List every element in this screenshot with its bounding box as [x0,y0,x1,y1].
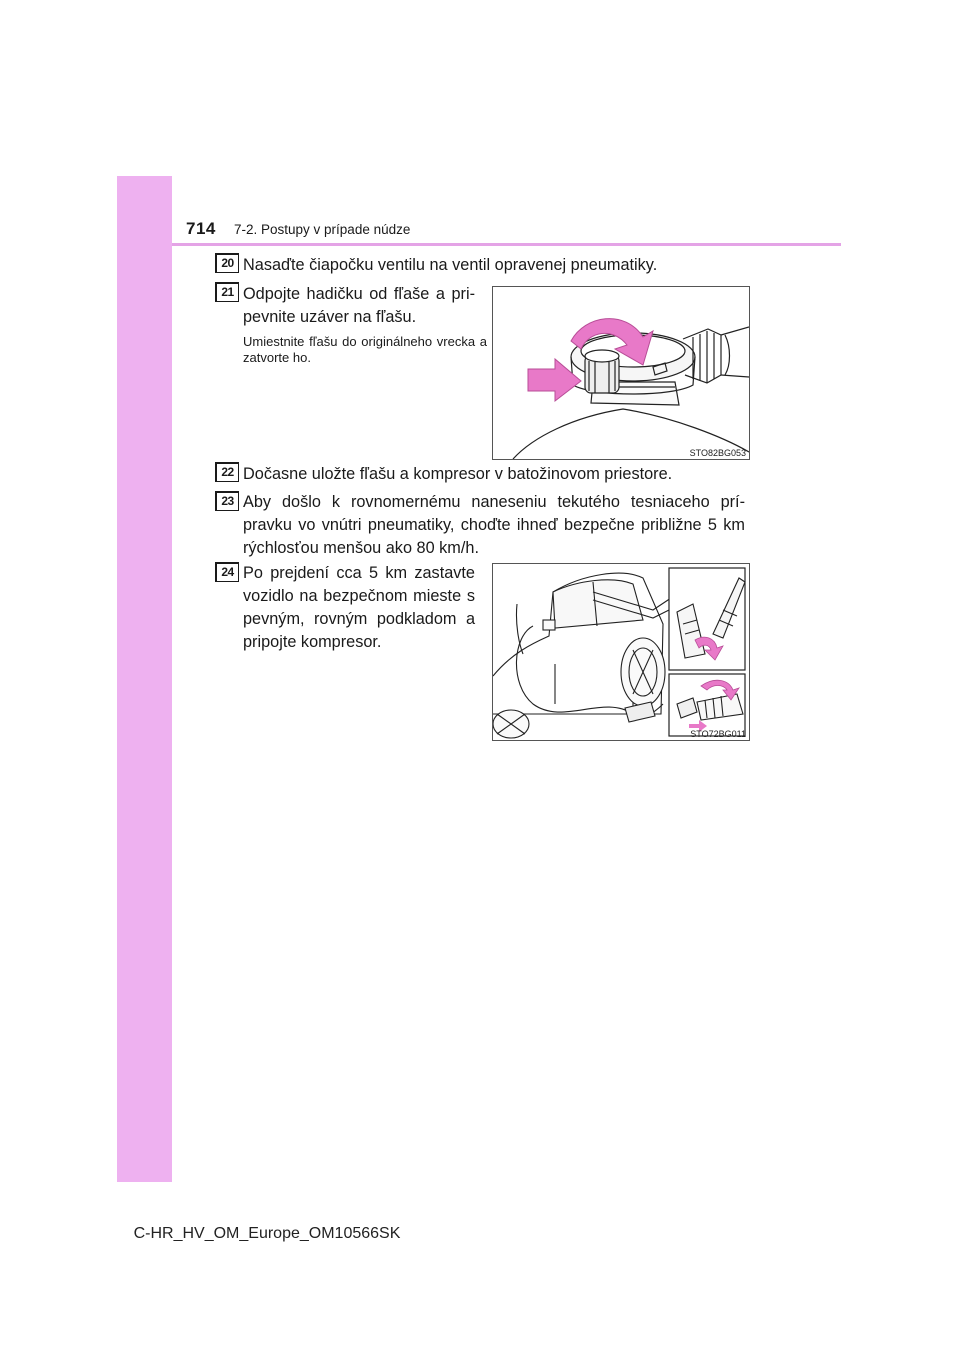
figure-bottle-cap [492,286,750,460]
figure-car-compressor [492,563,750,741]
bottle-cap-illustration [493,287,749,459]
car-compressor-illustration [493,564,749,740]
header-rule [172,243,841,246]
section-title: 7-2. Postupy v prípade núdze [234,222,411,237]
side-band [117,176,172,1182]
step-text: Po prejdení cca 5 km zastavte vozidlo na bezpečnom mieste s pevným, rovným podkladom a pripojte kompresor. [243,564,475,651]
step-number-badge: 24 [215,562,239,582]
step-number-badge: 20 [215,253,239,273]
step-number-badge: 23 [215,491,239,511]
footer-doc-id: C-HR_HV_OM_Europe_OM10566SK [133,1225,401,1242]
step-number-badge: 21 [215,282,239,302]
step-text: Dočasne uložte fľašu a kompresor v batožinovom priestore. [243,465,673,483]
step-number-badge: 22 [215,462,239,482]
page-number: 714 [186,219,216,238]
step-text: Nasaďte čiapočku ventilu na ventil opravenej pneumatiky. [243,256,658,274]
figure-code: STO72BG011 [690,729,746,739]
figure-code: STO82BG053 [689,448,746,458]
step-text: Odpojte hadičku od fľaše a pri-pevnite uzáver na fľašu. [243,285,475,326]
step-text: Aby došlo k rovnomernému naneseniu tekutého tesniaceho prí-pravku vo vnútri pneumatiky, choďte ihneď bezpečne približne 5 km rýchlosťou menšou ako 80 km/h. [243,493,745,557]
step-note: Umiestnite fľašu do originálneho vrecka a zatvorte ho. [243,334,487,365]
